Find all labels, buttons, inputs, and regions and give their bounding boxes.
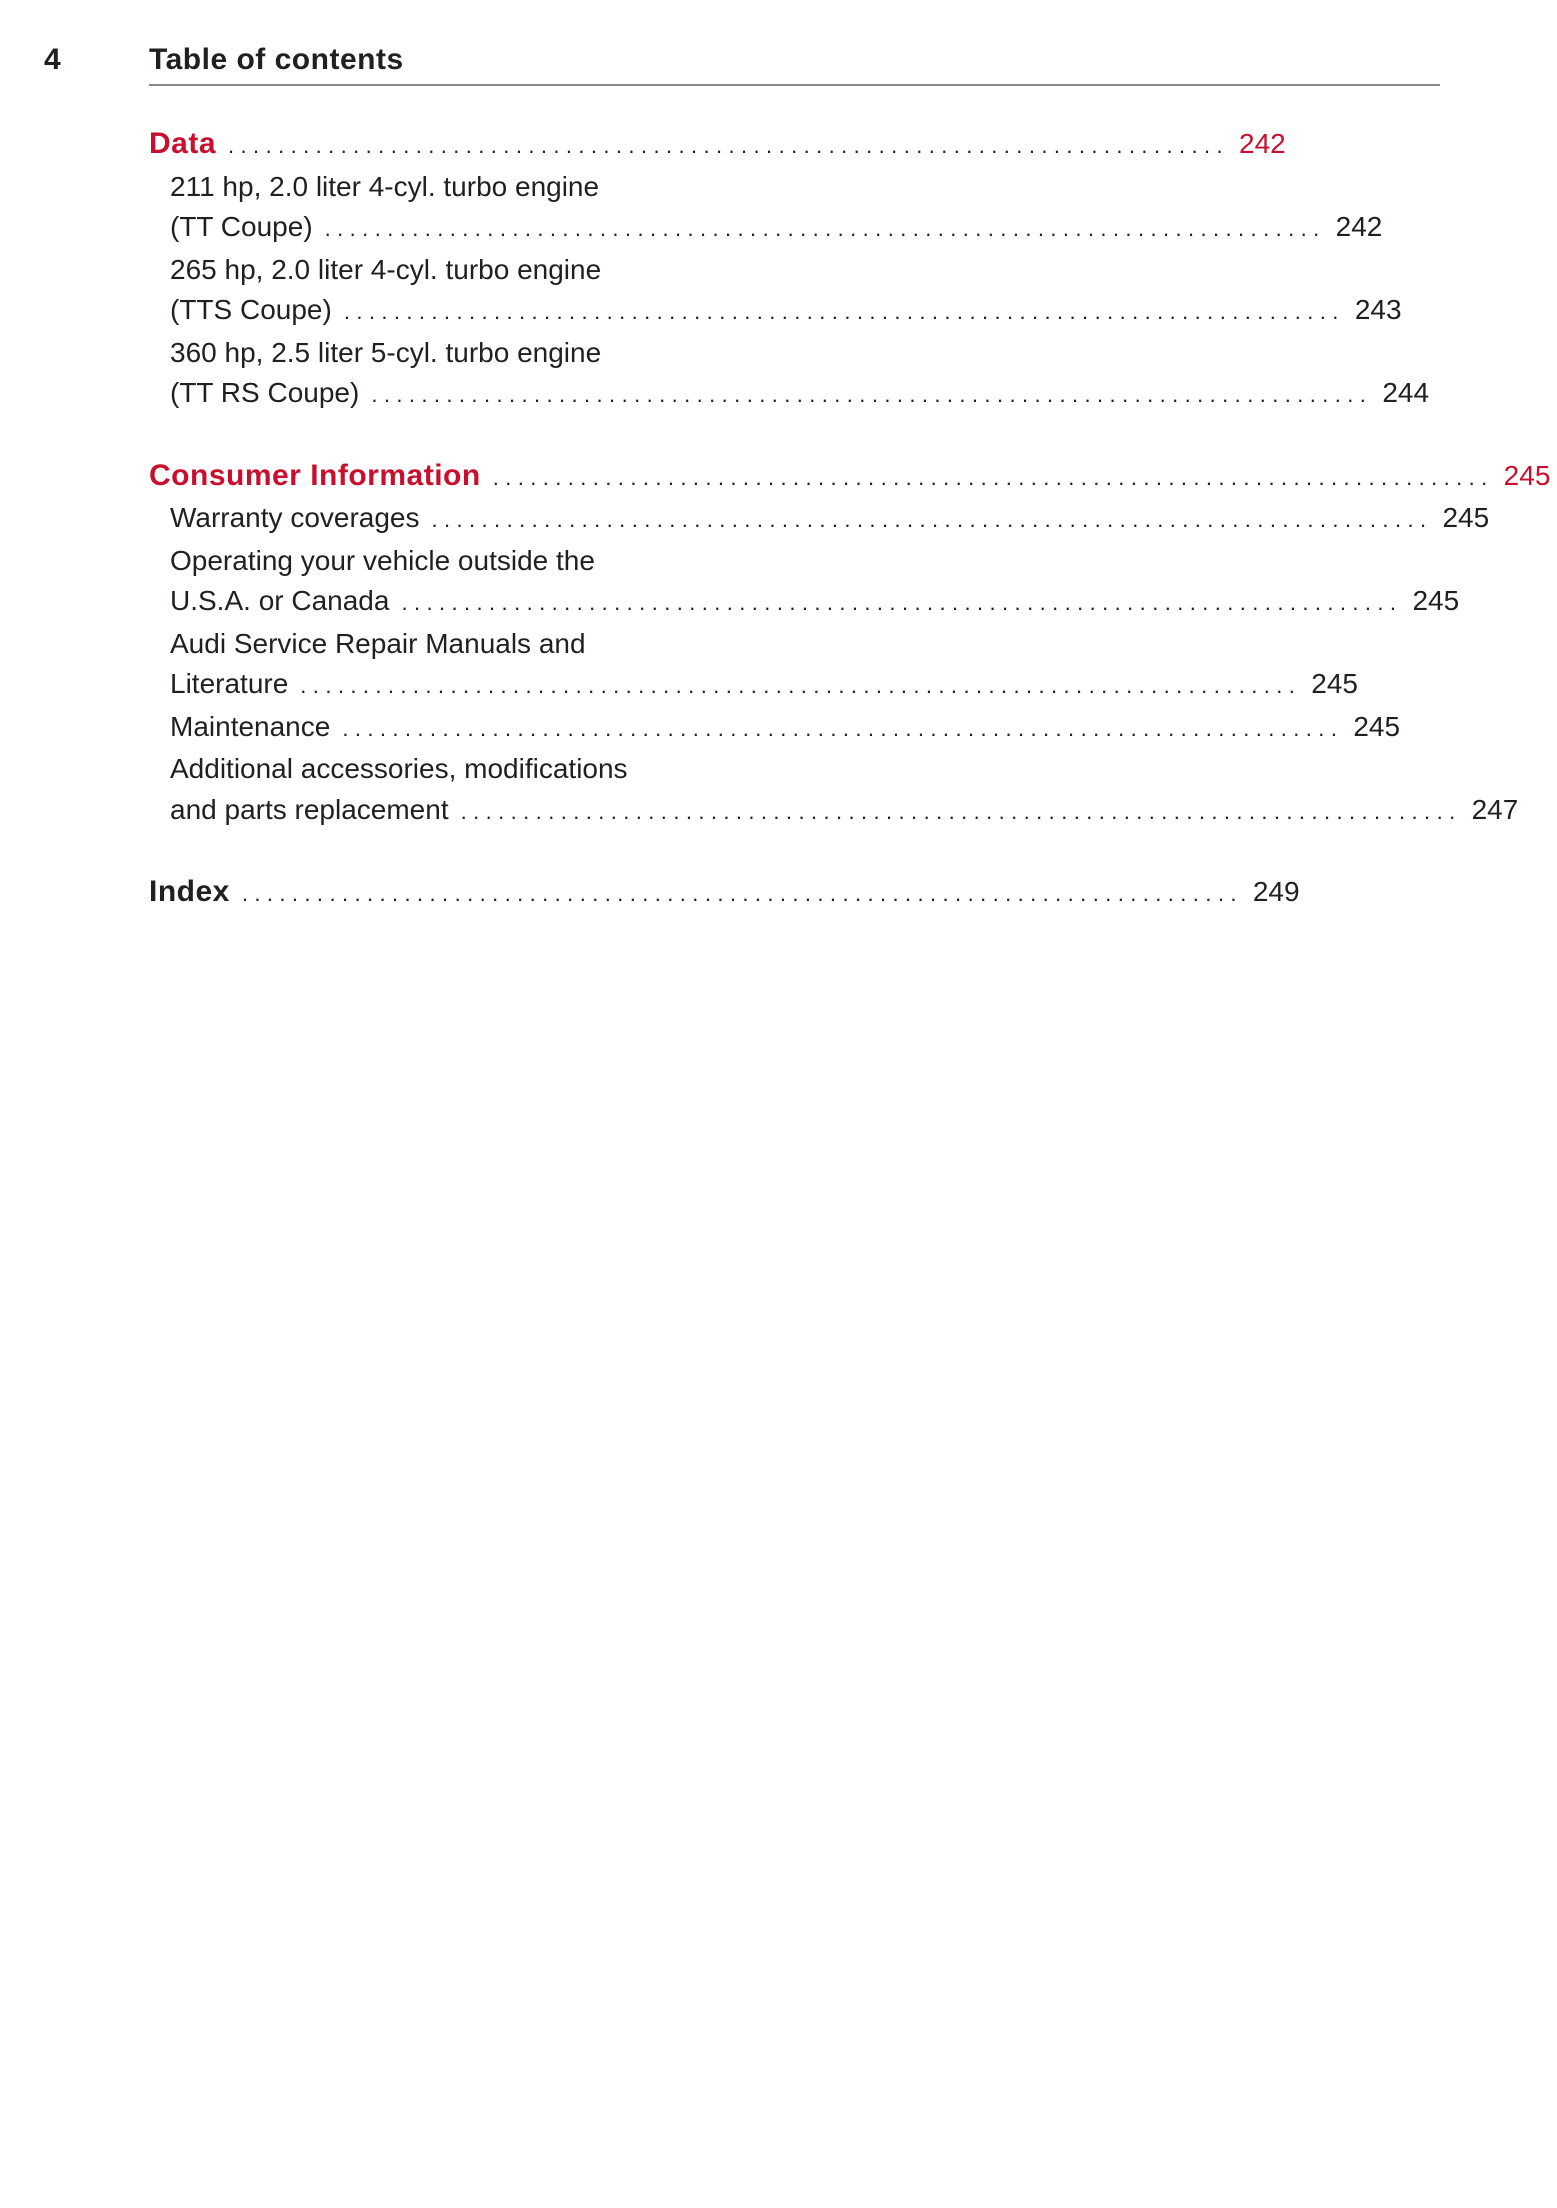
toc-entry-label-line2: (TTS Coupe) — [170, 294, 332, 325]
toc-entry[interactable] — [149, 749, 1519, 832]
toc-section-data — [149, 124, 1430, 416]
toc-entry-label-line1: 211 hp, 2.0 liter 4-cyl. turbo engine — [170, 170, 600, 202]
dot-leader: ................................................................................ — [324, 216, 1326, 241]
toc-heading-label: Data — [149, 127, 217, 160]
toc-heading-consumer-information[interactable] — [149, 456, 1551, 499]
toc-entry-label-line2: U.S.A. or Canada — [170, 585, 390, 616]
dot-leader: ................................................................................ — [371, 382, 1373, 407]
toc-heading-page: 242 — [1239, 128, 1286, 159]
toc-entry[interactable] — [149, 333, 1430, 416]
toc-entry-page: 245 — [1412, 585, 1460, 616]
toc-entry[interactable] — [149, 541, 1460, 624]
page-title: Table of contents — [149, 43, 404, 76]
toc-entry-label-line2: (TT RS Coupe) — [170, 377, 360, 408]
toc-entry-label-line1: 265 hp, 2.0 liter 4-cyl. turbo engine — [170, 253, 602, 285]
toc-entry-page: 242 — [1335, 211, 1383, 242]
dot-leader: ................................................................................ — [492, 464, 1494, 490]
toc-heading-page: 249 — [1252, 876, 1300, 907]
toc-section-index — [149, 872, 1300, 915]
dot-leader: ................................................................................ — [401, 590, 1403, 615]
toc-entry-page: 243 — [1354, 294, 1402, 325]
toc-entry-label-line2: and parts replacement — [170, 793, 449, 825]
toc-entry-label-line1: 360 hp, 2.5 liter 5-cyl. turbo engine — [170, 336, 602, 368]
toc-entry-label: Maintenance — [170, 710, 331, 742]
toc-entry[interactable] — [149, 250, 1402, 333]
toc-entry-page: 247 — [1471, 793, 1519, 825]
dot-leader: ................................................................................ — [342, 715, 1344, 741]
page-number: 4 — [44, 43, 61, 76]
dot-leader: ................................................................................ — [343, 299, 1345, 324]
dot-leader: ................................................................................ — [431, 507, 1433, 532]
toc-entry-label: Warranty coverages — [170, 502, 420, 533]
toc-heading-page: 245 — [1503, 459, 1551, 491]
dot-leader: ................................................................................ — [300, 673, 1302, 698]
toc-entry-label-line1: Audi Service Repair Manuals and — [170, 627, 586, 659]
header-divider — [149, 84, 1440, 86]
toc-entry[interactable] — [149, 624, 1358, 707]
toc-entry-page: 245 — [1442, 502, 1490, 533]
toc-entry[interactable] — [149, 498, 1490, 541]
toc-entry-label-line2: (TT Coupe) — [170, 211, 313, 242]
toc-entry-page: 244 — [1382, 377, 1430, 408]
toc-entry-page: 245 — [1311, 668, 1358, 699]
toc-entry[interactable] — [149, 707, 1401, 750]
toc-entry-label-line1: Operating your vehicle outside the — [170, 544, 595, 576]
toc-heading-data[interactable] — [149, 124, 1286, 167]
toc-heading-label: Index — [149, 875, 230, 908]
toc-entry[interactable] — [149, 167, 1383, 250]
table-of-contents — [149, 124, 1551, 955]
toc-entry-label-line1: Additional accessories, modifications — [170, 753, 628, 784]
dot-leader: ................................................................................ — [228, 133, 1230, 158]
toc-heading-label: Consumer Information — [149, 458, 481, 492]
toc-heading-index[interactable] — [149, 872, 1300, 915]
dot-leader: ................................................................................ — [241, 881, 1243, 906]
toc-entry-page: 245 — [1353, 710, 1401, 742]
dot-leader: ................................................................................ — [460, 798, 1462, 824]
toc-entry-label-line2: Literature — [170, 668, 289, 699]
toc-section-consumer-information — [149, 456, 1551, 833]
